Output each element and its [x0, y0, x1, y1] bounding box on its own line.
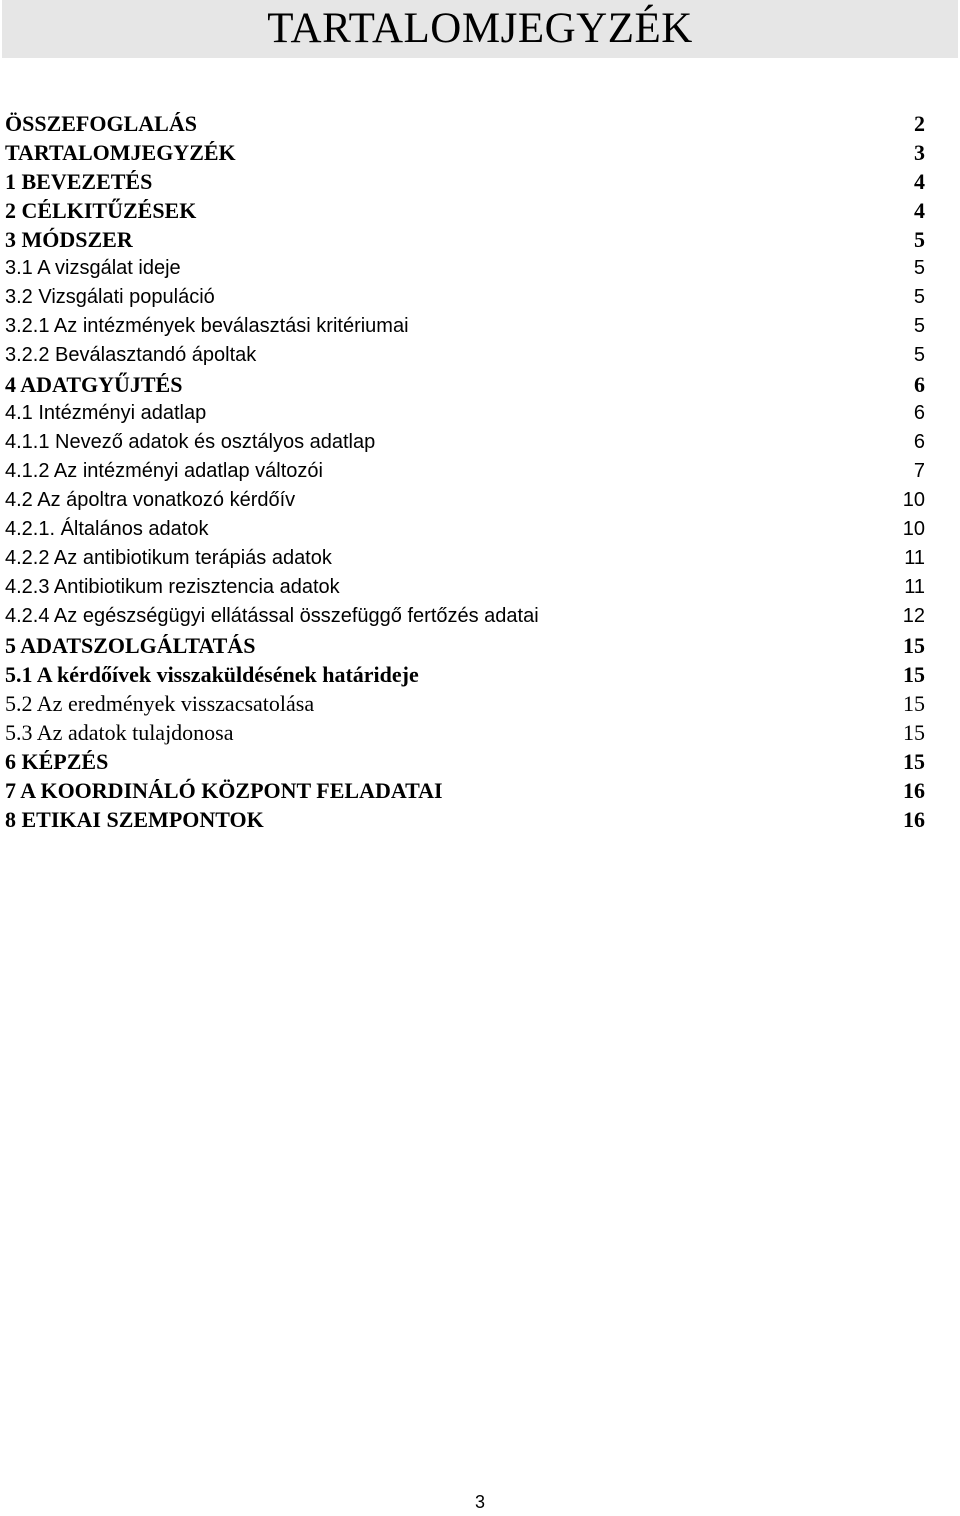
- toc-entry[interactable]: [5, 341, 925, 370]
- toc-entry[interactable]: [5, 486, 925, 515]
- toc-entry-page: 5: [913, 344, 925, 366]
- toc-entry-page: 16: [903, 778, 925, 803]
- toc-entry-label: 4.2.2 Az antibiotikum terápiás adatok: [5, 547, 332, 569]
- toc-entry-label: 4.2.4 Az egészségügyi ellátással összefüggő fertőzés adatai: [5, 605, 539, 627]
- toc-entry-label: 4.1 Intézményi adatlap: [5, 402, 207, 424]
- toc-entry-page: 4: [914, 198, 925, 223]
- toc-entry-label: 5.2 Az eredmények visszacsatolása: [5, 691, 315, 716]
- toc-entry[interactable]: [5, 138, 925, 167]
- table-of-contents: [5, 109, 925, 834]
- toc-entry-page: 5: [913, 315, 925, 337]
- toc-entry[interactable]: [5, 573, 925, 602]
- toc-entry-page: 12: [902, 605, 925, 627]
- toc-entry-page: 10: [902, 489, 925, 511]
- toc-entry-label: 4.2.1. Általános adatok: [5, 518, 209, 540]
- page-number: 3: [474, 1492, 485, 1512]
- toc-entry[interactable]: [5, 370, 925, 399]
- toc-entry-label: 3 MÓDSZER: [5, 227, 133, 252]
- toc-entry-label: TARTALOMJEGYZÉK: [5, 140, 236, 165]
- toc-entry-label: 3.2 Vizsgálati populáció: [5, 286, 215, 308]
- toc-entry-page: 7: [913, 460, 925, 482]
- toc-entry-label: 5.3 Az adatok tulajdonosa: [5, 720, 234, 745]
- toc-entry-label: 4.2 Az ápoltra vonatkozó kérdőív: [5, 489, 296, 511]
- toc-entry-label: 5.1 A kérdőívek visszaküldésének határideje: [5, 662, 419, 687]
- toc-entry[interactable]: [5, 602, 925, 631]
- toc-entry[interactable]: [5, 544, 925, 573]
- toc-entry[interactable]: [5, 776, 925, 805]
- toc-entry[interactable]: [5, 254, 925, 283]
- toc-entry-label: 8 ETIKAI SZEMPONTOK: [5, 807, 264, 832]
- toc-entry-label: ÖSSZEFOGLALÁS: [5, 111, 197, 136]
- toc-entry[interactable]: [5, 109, 925, 138]
- toc-entry-page: 15: [903, 691, 925, 716]
- toc-entry[interactable]: [5, 631, 925, 660]
- toc-entry[interactable]: [5, 399, 925, 428]
- toc-entry-page: 5: [913, 257, 925, 279]
- toc-entry[interactable]: [5, 747, 925, 776]
- toc-entry-page: 5: [913, 286, 925, 308]
- toc-entry-page: 11: [904, 576, 925, 598]
- toc-entry[interactable]: [5, 660, 925, 689]
- toc-entry-page: 11: [904, 547, 925, 569]
- toc-entry-label: 6 KÉPZÉS: [5, 749, 109, 774]
- toc-entry-page: 6: [914, 372, 925, 397]
- toc-entry-page: 6: [913, 402, 925, 424]
- toc-entry-label: 4 ADATGYŰJTÉS: [5, 372, 183, 397]
- toc-entry-label: 4.1.1 Nevező adatok és osztályos adatlap: [5, 431, 376, 453]
- toc-entry-label: 1 BEVEZETÉS: [5, 169, 153, 194]
- toc-entry[interactable]: [5, 515, 925, 544]
- toc-entry-label: 5 ADATSZOLGÁLTATÁS: [5, 633, 256, 658]
- toc-entry-page: 2: [914, 111, 925, 136]
- toc-entry-label: 3.2.2 Beválasztandó ápoltak: [5, 344, 257, 366]
- toc-entry[interactable]: [5, 805, 925, 834]
- toc-entry-label: 4.2.3 Antibiotikum rezisztencia adatok: [5, 576, 340, 598]
- toc-entry[interactable]: [5, 718, 925, 747]
- toc-entry-label: 3.2.1 Az intézmények beválasztási kritériumai: [5, 315, 409, 337]
- toc-entry[interactable]: [5, 428, 925, 457]
- toc-entry-page: 16: [903, 807, 925, 832]
- toc-entry-label: 2 CÉLKITŰZÉSEK: [5, 198, 197, 223]
- toc-entry[interactable]: [5, 689, 925, 718]
- toc-entry[interactable]: [5, 283, 925, 312]
- toc-entry-page: 10: [902, 518, 925, 540]
- toc-entry[interactable]: [5, 196, 925, 225]
- toc-entry-label: 7 A KOORDINÁLÓ KÖZPONT FELADATAI: [5, 778, 443, 803]
- toc-entry-page: 15: [903, 720, 925, 745]
- toc-entry[interactable]: [5, 225, 925, 254]
- page-title: TARTALOMJEGYZÉK: [2, 0, 958, 58]
- toc-entry-page: 15: [903, 662, 925, 687]
- toc-entry-page: 6: [913, 431, 925, 453]
- toc-entry-label: 3.1 A vizsgálat ideje: [5, 257, 181, 279]
- toc-entry-label: 4.1.2 Az intézményi adatlap változói: [5, 460, 323, 482]
- toc-entry-page: 15: [903, 633, 925, 658]
- toc-entry-page: 15: [903, 749, 925, 774]
- toc-entry[interactable]: [5, 312, 925, 341]
- toc-entry[interactable]: [5, 457, 925, 486]
- toc-entry-page: 3: [914, 140, 925, 165]
- toc-entry-page: 4: [914, 169, 925, 194]
- toc-entry[interactable]: [5, 167, 925, 196]
- toc-entry-page: 5: [914, 227, 925, 252]
